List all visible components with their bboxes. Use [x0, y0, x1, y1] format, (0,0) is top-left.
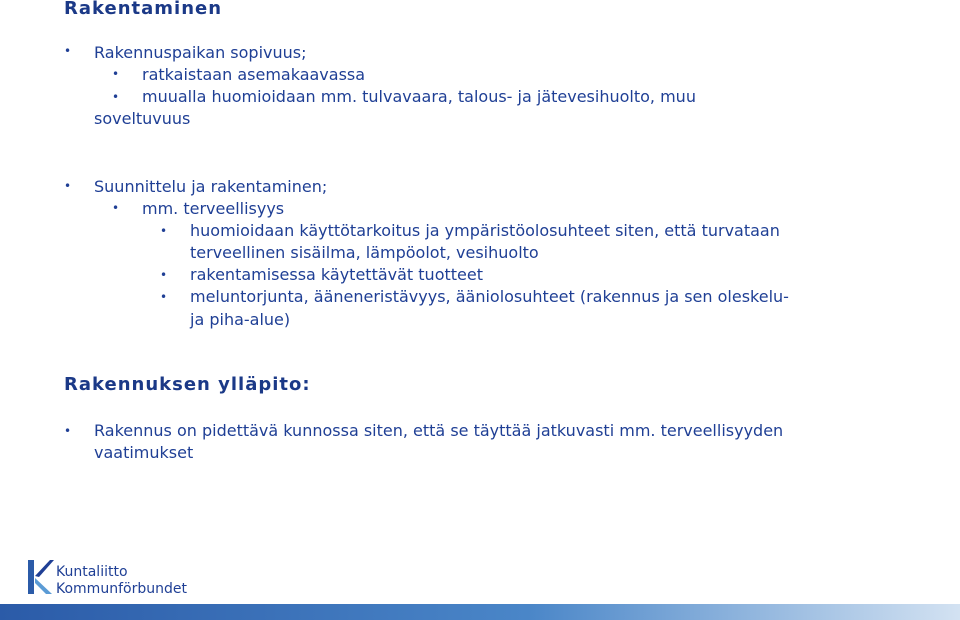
sub-sub-list-item: rakentamisessa käytettävät tuotteet [190, 265, 483, 284]
sub-list-item: muualla huomioidaan mm. tulvavaara, talous- ja jätevesihuolto, muu [142, 87, 696, 106]
list-item-continuation: vaatimukset [94, 443, 194, 462]
bullet-icon: • [64, 44, 72, 58]
list-item: Suunnittelu ja rakentaminen; [94, 177, 328, 196]
sub-list-item: mm. terveellisyys [142, 199, 285, 218]
logo-text [56, 564, 187, 598]
sub-list-item-continuation: soveltuvuus [94, 109, 191, 128]
kuntaliitto-logo [26, 558, 226, 598]
bullet-icon: • [160, 224, 168, 238]
sub-sub-list-item: meluntorjunta, ääneneristävyys, ääniolosuhteet (rakennus ja sen oleskelu- [190, 287, 789, 306]
section-heading-rakentaminen: Rakentaminen [64, 0, 223, 19]
logo-line-2: Kommunförbundet [56, 581, 187, 597]
bullet-icon: • [64, 424, 72, 438]
footer-gradient-bar [0, 604, 960, 620]
sub-sub-list-item-continuation: ja piha-alue) [190, 310, 291, 329]
sub-list-item: ratkaistaan asemakaavassa [142, 65, 366, 84]
list-item: Rakennuspaikan sopivuus; [94, 43, 307, 62]
bullet-icon: • [160, 290, 168, 304]
bullet-icon: • [112, 201, 120, 215]
list-item: Rakennus on pidettävä kunnossa siten, että se täyttää jatkuvasti mm. terveellisyyden [94, 421, 784, 440]
kuntaliitto-logo-icon [26, 558, 56, 598]
logo-line-1: Kuntaliitto [56, 564, 128, 580]
bullet-icon: • [160, 268, 168, 282]
sub-sub-list-item: huomioidaan käyttötarkoitus ja ympäristöolosuhteet siten, että turvataan [190, 221, 780, 240]
bullet-icon: • [112, 90, 120, 104]
section-heading-yllapito: Rakennuksen ylläpito: [64, 374, 311, 395]
sub-sub-list-item-continuation: terveellinen sisäilma, lämpöolot, vesihuolto [190, 243, 539, 262]
bullet-icon: • [64, 179, 72, 193]
bullet-icon: • [112, 67, 120, 81]
